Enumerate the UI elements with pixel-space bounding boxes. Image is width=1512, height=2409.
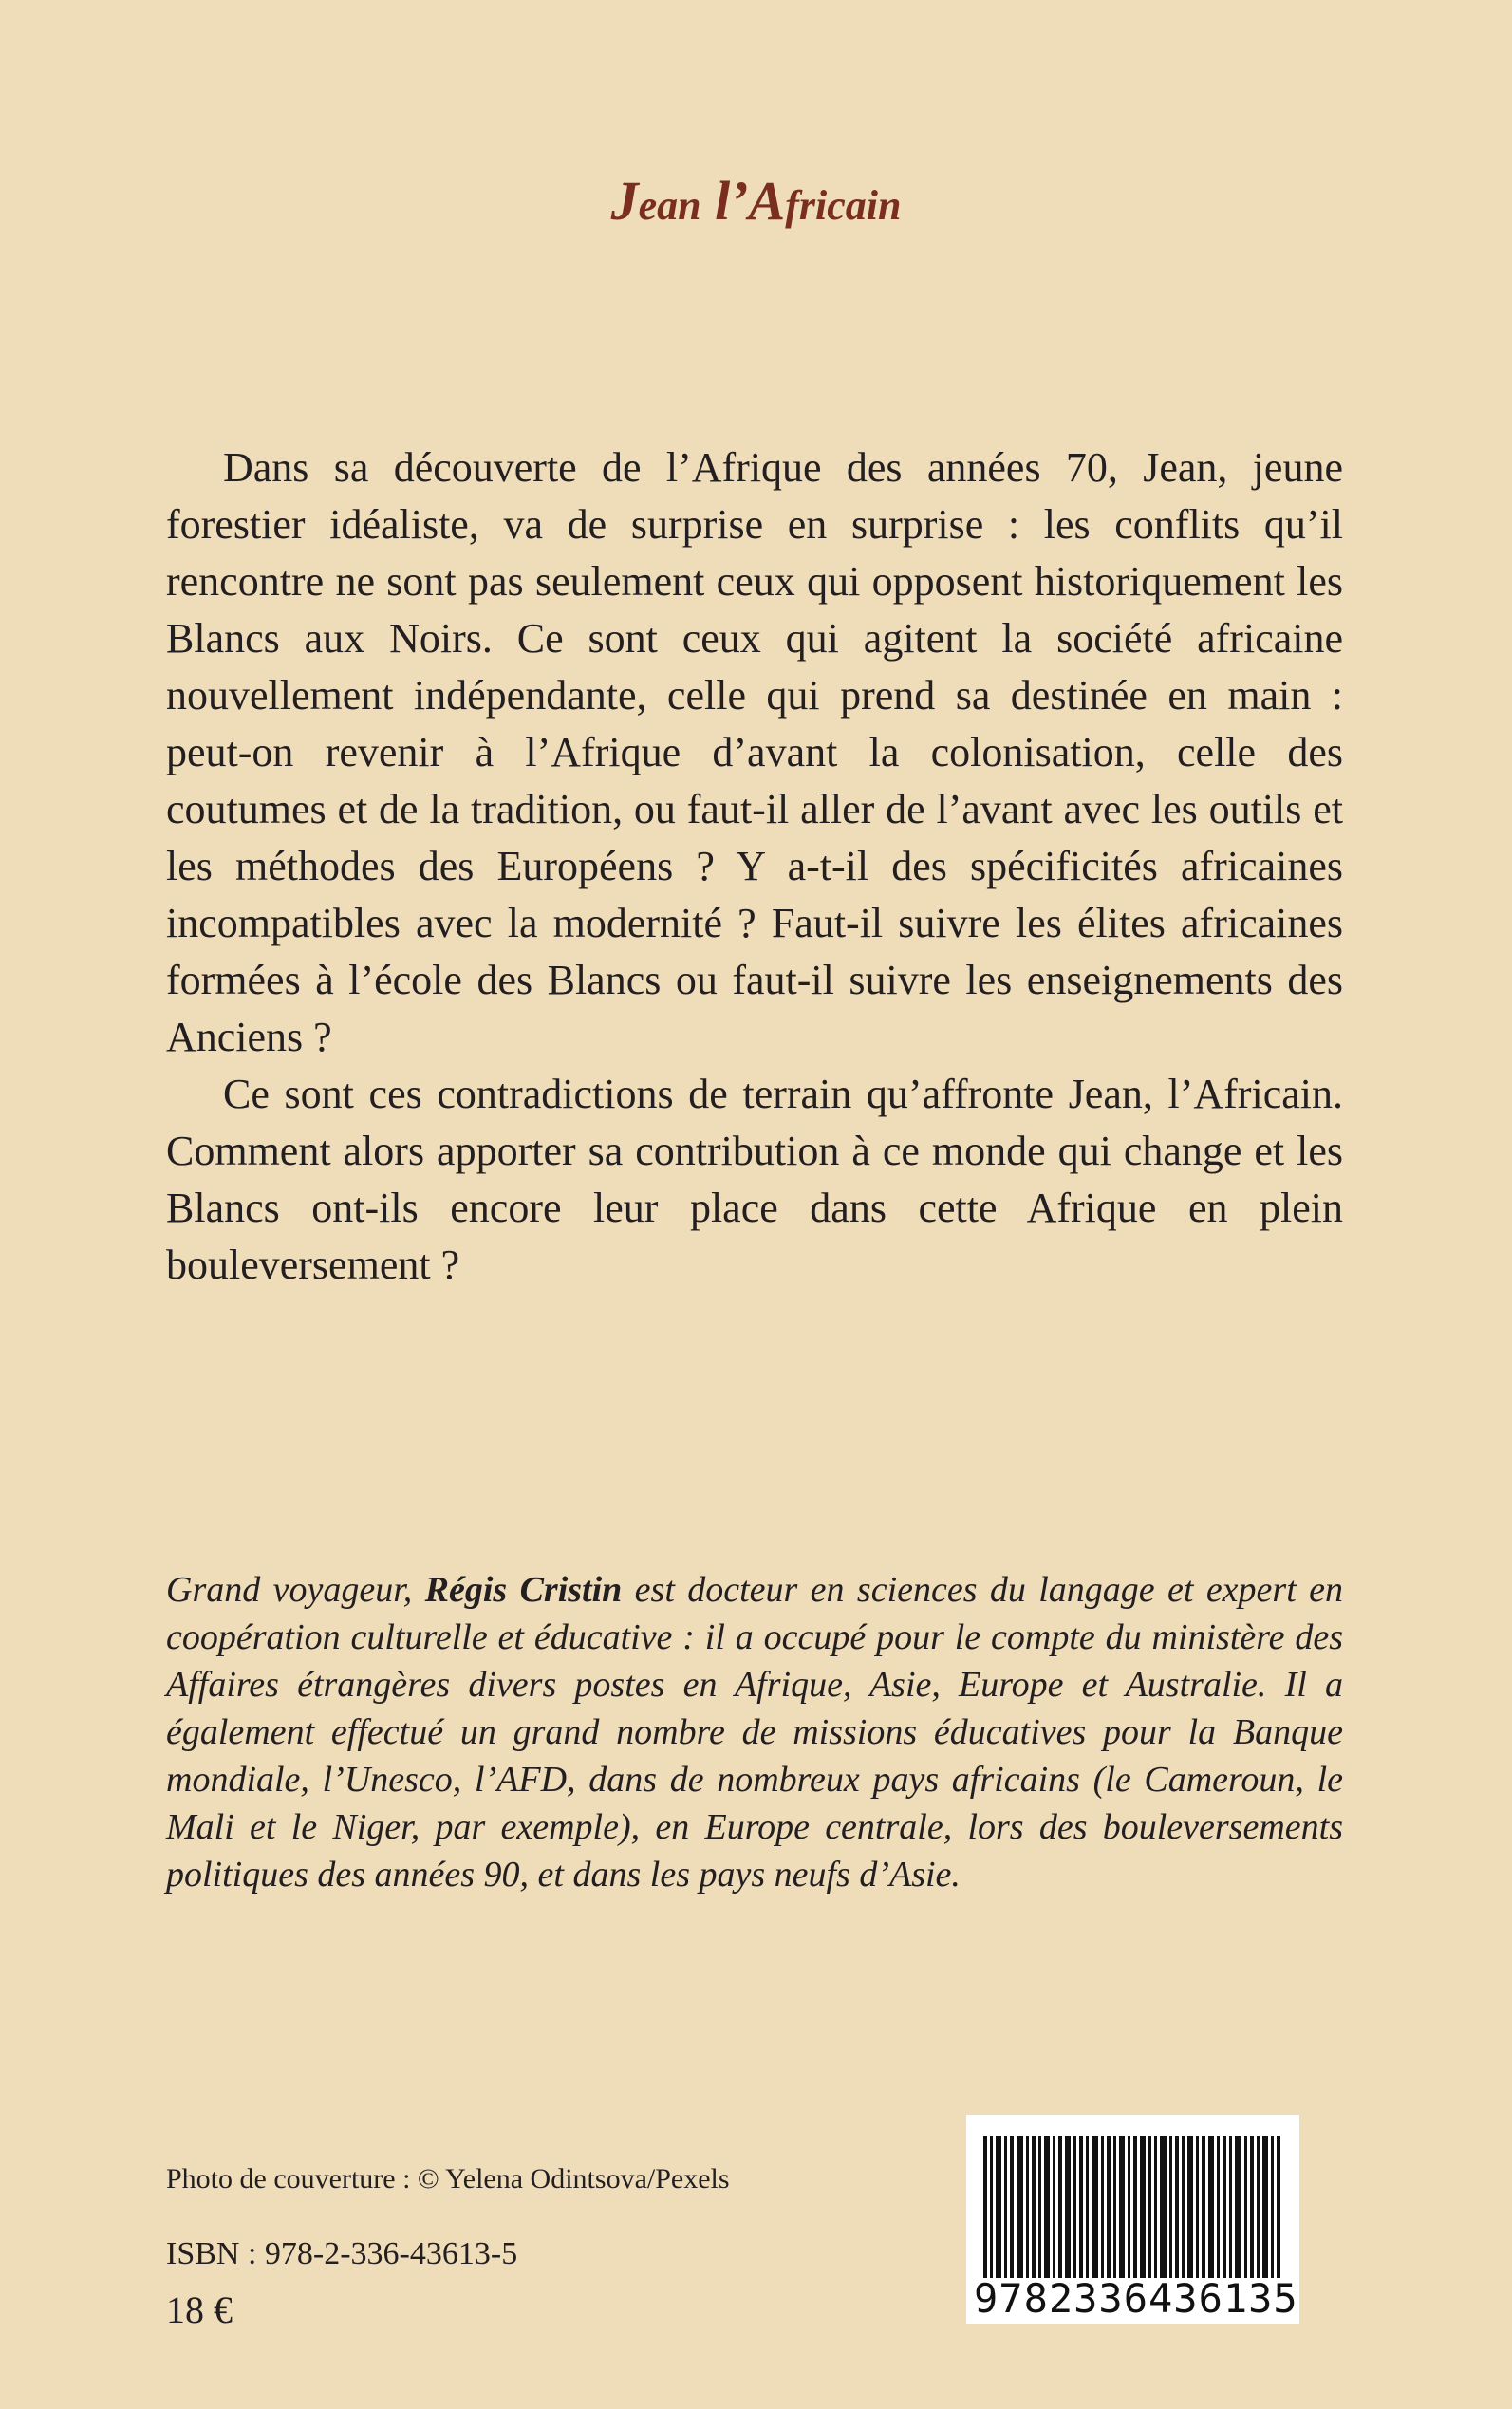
- barcode-bar: [1148, 2136, 1151, 2278]
- barcode-bar: [1004, 2136, 1007, 2278]
- barcode-bar: [1217, 2136, 1220, 2278]
- barcode-bar: [1160, 2136, 1167, 2278]
- barcode: [966, 2115, 1299, 2324]
- barcode-bar: [1038, 2136, 1041, 2278]
- barcode-bars: [983, 2136, 1282, 2278]
- author-bio-paragraph: [166, 1566, 1343, 1898]
- barcode-bar: [1086, 2136, 1089, 2278]
- barcode-bar: [1058, 2136, 1062, 2278]
- barcode-bar: [1257, 2136, 1260, 2278]
- barcode-bar: [1229, 2136, 1232, 2278]
- isbn-number: ISBN : 978-2-336-43613-5: [166, 2236, 518, 2271]
- barcode-bar: [1032, 2136, 1036, 2278]
- barcode-bar: [1154, 2136, 1157, 2278]
- barcode-bar: [1262, 2136, 1268, 2278]
- author-bio: [166, 1566, 1343, 1898]
- barcode-bar: [1277, 2136, 1280, 2278]
- barcode-bar: [1250, 2136, 1254, 2278]
- barcode-bar: [990, 2136, 993, 2278]
- barcode-bar: [1223, 2136, 1226, 2278]
- barcode-bar: [1026, 2136, 1029, 2278]
- barcode-bar: [1133, 2136, 1137, 2278]
- photo-credit: Photo de couverture : © Yelena Odintsova/Pexels: [166, 2163, 730, 2194]
- author-name: Régis Cristin: [424, 1570, 623, 1610]
- title-initial-j: J: [610, 169, 639, 232]
- barcode-bar: [983, 2136, 987, 2278]
- summary-paragraph-2: Ce sont ces contradictions de terrain qu’affronte Jean, l’Africain. Comment alors apporter sa contribution à ce monde qui change et les Blancs ont-ils encore leur place dans cette Afrique en plein bouleversement ?: [166, 1071, 1343, 1288]
- book-summary: [166, 439, 1343, 1294]
- barcode-bar: [1079, 2136, 1083, 2278]
- barcode-bar: [1101, 2136, 1104, 2278]
- book-title: [0, 168, 1512, 239]
- summary-paragraph-1: Dans sa découverte de l’Afrique des années 70, Jean, jeune forestier idéaliste, va de surprise en surprise : les conflits qu’il rencontre ne sont pas seulement ceux qui opposent historiquement les Blancs aux Noirs. Ce sont ceux qui agitent la société africaine nouvellement indépendante, celle qui prend sa destinée en main : peut-on revenir à l’Afrique d’avant la colonisation, celle des coutumes et de la tradition, ou faut-il aller de l’avant avec les outils et les méthodes des Européens ? Y a-t-il des spécificités africaines incompatibles avec la modernité ? Faut-il suivre les élites africaines formées à l’école des Blancs ou faut-il suivre les enseignements des Anciens ?: [166, 444, 1343, 1060]
- barcode-bar: [1196, 2136, 1199, 2278]
- price-label: 18 €: [166, 2288, 233, 2331]
- barcode-bar: [1208, 2136, 1214, 2278]
- barcode-bar: [1244, 2136, 1247, 2278]
- barcode-bar: [1017, 2136, 1023, 2278]
- barcode-bar: [1065, 2136, 1071, 2278]
- barcode-bar: [1053, 2136, 1055, 2278]
- bio-text: est docteur en sciences du langage et expert en coopération culturelle et éducative : il a occupé pour le compte du ministère des Affaires étrangères divers postes en Afrique, Asie, Europe et Australie. Il a également effectué un grand nombre de missions éducatives pour la Banque mondiale, l’Unesco, l’AFD, dans de nombreux pays africains (le Cameroun, le Mali et le Niger, par exemple), en Europe centrale, lors des bouleversements politiques des années 90, et dans les pays neufs d’Asie.: [166, 1570, 1343, 1895]
- barcode-bar: [1175, 2136, 1179, 2278]
- barcode-bar: [1182, 2136, 1185, 2278]
- barcode-bar: [1113, 2136, 1116, 2278]
- barcode-bar: [1010, 2136, 1014, 2278]
- bio-lead: Grand voyageur,: [166, 1570, 425, 1610]
- barcode-bar: [1140, 2136, 1146, 2278]
- barcode-number: 9782336436135: [974, 2275, 1298, 2322]
- barcode-bar: [1073, 2136, 1076, 2278]
- barcode-bar: [1202, 2136, 1205, 2278]
- barcode-bar: [1044, 2136, 1050, 2278]
- title-rest-ean: ean: [638, 181, 701, 229]
- title-rest-fricain: fricain: [785, 181, 902, 229]
- barcode-bar: [1271, 2136, 1274, 2278]
- barcode-bar: [1107, 2136, 1111, 2278]
- barcode-bar: [1128, 2136, 1130, 2278]
- barcode-bar: [1119, 2136, 1125, 2278]
- title-lead-la: l’A: [715, 169, 786, 232]
- barcode-bar: [1092, 2136, 1098, 2278]
- barcode-bar: [1187, 2136, 1193, 2278]
- barcode-bar: [1235, 2136, 1241, 2278]
- barcode-bar: [1169, 2136, 1172, 2278]
- barcode-bar: [996, 2136, 1001, 2278]
